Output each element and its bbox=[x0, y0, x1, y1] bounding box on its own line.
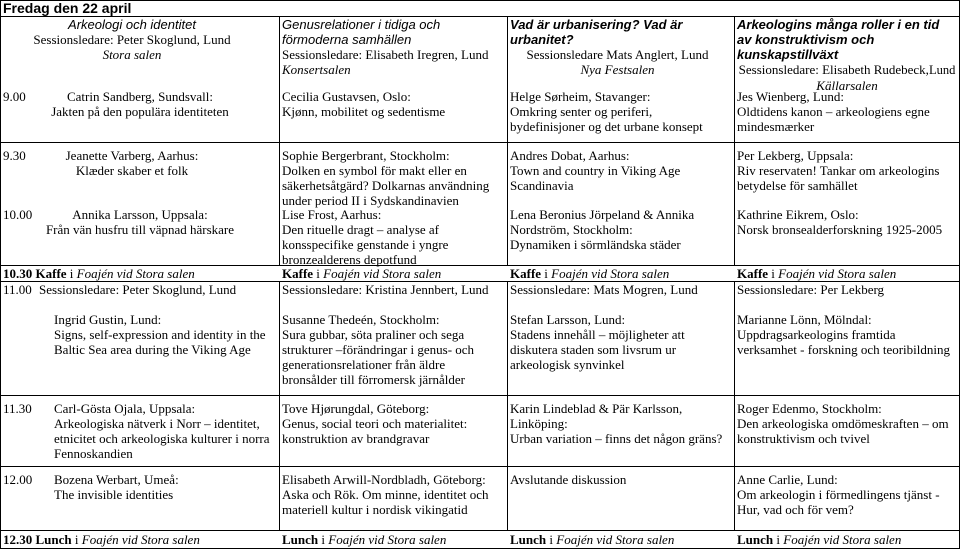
time-label: 12.00 bbox=[3, 472, 33, 487]
session-leader: Sessionsledare: Peter Skoglund, Lund bbox=[33, 32, 231, 47]
talk-cell bbox=[54, 312, 278, 357]
talk-title: Riv reservaten! Tankar om arkeologins bbox=[737, 163, 940, 178]
talk-cell bbox=[54, 401, 278, 461]
speaker: Roger Edenmo, Stockholm: bbox=[737, 401, 882, 416]
table-border bbox=[734, 281, 735, 530]
talk-title: Oldtidens kanon – arkeologiens egne bbox=[737, 104, 930, 119]
table-border bbox=[734, 16, 735, 265]
table-border bbox=[0, 0, 960, 1]
table-border bbox=[507, 281, 508, 530]
talk-title: Klæder skaber et folk bbox=[75, 163, 189, 178]
talk-title: bronzealderens depotfund bbox=[282, 252, 417, 267]
lunch-cell bbox=[737, 532, 901, 547]
talk-cell bbox=[28, 207, 252, 237]
talk-cell bbox=[510, 401, 734, 446]
talk-title: bydefinisjoner og det urbane konsept bbox=[510, 119, 703, 134]
session-header-col1 bbox=[20, 17, 244, 62]
talk-title: Dynamiken i sörmländska städer bbox=[510, 237, 681, 252]
speaker: Marianne Lönn, Mölndal: bbox=[737, 312, 872, 327]
table-border bbox=[0, 142, 960, 143]
talk-cell bbox=[737, 401, 959, 446]
talk-cell bbox=[282, 148, 506, 208]
speaker: Bozena Werbart, Umeå: bbox=[54, 472, 179, 487]
speaker: Lise Frost, Aarhus: bbox=[282, 207, 382, 222]
talk-title: konsspecifike genstande i yngre bbox=[282, 237, 449, 252]
talk-title: generationsrelationer från äldre bbox=[282, 357, 446, 372]
talk-title: Urban variation – finns det någon gräns? bbox=[510, 431, 723, 446]
session-room: Konsertsalen bbox=[282, 62, 351, 77]
coffee-cell bbox=[510, 266, 669, 281]
session-header-col4 bbox=[737, 17, 957, 93]
talk-cell bbox=[282, 472, 506, 517]
speaker: Kathrine Eikrem, Oslo: bbox=[737, 207, 859, 222]
table-border bbox=[279, 16, 280, 265]
time-label: 9.00 bbox=[3, 89, 26, 104]
talk-title: materiell kultur i nordisk vikingatid bbox=[282, 502, 468, 517]
lunch-cell bbox=[282, 532, 446, 547]
speaker: Per Lekberg, Uppsala: bbox=[737, 148, 854, 163]
talk-title: Om arkeologin i förmedlingens tjänst - bbox=[737, 487, 940, 502]
lunch-label: Lunch bbox=[510, 532, 547, 547]
session-room: Nya Festsalen bbox=[580, 62, 655, 77]
talk-cell bbox=[510, 312, 734, 372]
coffee-row bbox=[3, 266, 195, 281]
speaker: Susanne Thedeén, Stockholm: bbox=[282, 312, 440, 327]
talk-title: Signs, self-expression and identity in the bbox=[54, 327, 266, 342]
talk-cell bbox=[282, 312, 506, 387]
talk-title: säkerhetsåtgärd? Dolkarnas användning bbox=[282, 178, 490, 193]
lunch-label: Lunch bbox=[737, 532, 774, 547]
connector-text: i bbox=[776, 532, 781, 547]
lunch-cell bbox=[510, 532, 674, 547]
talk-title: Sura gubbar, söta praliner och sega bbox=[282, 327, 465, 342]
session-leader: Sessionsledare: Elisabeth Rudebeck,Lund bbox=[738, 62, 956, 77]
speaker: Linköping: bbox=[510, 416, 568, 431]
session-title: Arkeologi och identitet bbox=[68, 17, 196, 32]
talk-cell bbox=[282, 207, 506, 267]
lunch-label: Lunch bbox=[35, 532, 72, 547]
connector-text: i bbox=[316, 266, 320, 281]
session2-leader-col2: Sessionsledare: Kristina Jennbert, Lund bbox=[282, 282, 489, 297]
table-border bbox=[0, 530, 960, 531]
session-title: Arkeologins många roller i en tid av konstruktivism och kunskapstillväxt bbox=[737, 17, 940, 62]
connector-text: i bbox=[74, 532, 79, 547]
coffee-label: Kaffe bbox=[282, 266, 314, 281]
coffee-place: Foajén vid Stora salen bbox=[76, 266, 195, 281]
talk-title: mindesmærker bbox=[737, 119, 815, 134]
talk-title: The invisible identities bbox=[54, 487, 174, 502]
connector-text: i bbox=[549, 532, 554, 547]
coffee-cell bbox=[282, 266, 441, 281]
coffee-label: Kaffe bbox=[510, 266, 542, 281]
talk-title: Omkring senter og periferi, bbox=[510, 104, 653, 119]
speaker: Carl-Gösta Ojala, Uppsala: bbox=[54, 401, 196, 416]
speaker: Elisabeth Arwill-Nordbladh, Göteborg: bbox=[282, 472, 486, 487]
talk-cell bbox=[737, 148, 959, 193]
session-leader: Sessionsledare Mats Anglert, Lund bbox=[526, 47, 709, 62]
session2-leader-col4: Sessionsledare: Per Lekberg bbox=[737, 282, 885, 297]
coffee-label: Kaffe bbox=[737, 266, 769, 281]
speaker: Jes Wienberg, Lund: bbox=[737, 89, 844, 104]
lunch-place: Foajén vid Stora salen bbox=[783, 532, 902, 547]
talk-cell bbox=[737, 472, 959, 517]
coffee-place: Foajén vid Stora salen bbox=[323, 266, 442, 281]
talk-title: Aska och Rök. Om minne, identitet och bbox=[282, 487, 489, 502]
date-header: Fredag den 22 april bbox=[3, 0, 132, 16]
session-header-col2 bbox=[282, 17, 494, 77]
lunch-place: Foajén vid Stora salen bbox=[328, 532, 447, 547]
connector-text: i bbox=[69, 266, 74, 281]
time-label: 11.30 bbox=[3, 401, 32, 416]
talk-cell bbox=[510, 89, 734, 134]
time-label: 9.30 bbox=[3, 148, 26, 163]
coffee-label: Kaffe bbox=[35, 266, 67, 281]
talk-title: under period II i Sydskandinavien bbox=[282, 193, 459, 208]
time-label: 12.30 bbox=[3, 532, 33, 547]
talk-title: Från vän husfru till väpnad härskare bbox=[45, 222, 235, 237]
session-room: Källarsalen bbox=[816, 78, 878, 93]
lunch-place: Foajén vid Stora salen bbox=[556, 532, 675, 547]
talk-title: betydelse för samhället bbox=[737, 178, 858, 193]
talk-title: Uppdragsarkeologins framtida bbox=[737, 327, 896, 342]
speaker: Cecilia Gustavsen, Oslo: bbox=[282, 89, 411, 104]
table-border bbox=[0, 466, 960, 467]
talk-cell bbox=[28, 89, 252, 119]
speaker: Catrin Sandberg, Sundsvall: bbox=[66, 89, 213, 104]
talk-cell bbox=[737, 312, 959, 357]
talk-cell bbox=[510, 472, 734, 487]
connector-text: i bbox=[771, 266, 775, 281]
talk-title: konstruktion av brandgravar bbox=[282, 431, 430, 446]
session-leader: Sessionsledare: Peter Skoglund, Lund bbox=[39, 282, 237, 297]
talk-cell bbox=[737, 207, 959, 237]
talk-title: Den arkeologiska omdömeskraften – om bbox=[737, 416, 949, 431]
session-title: Genusrelationer i tidiga och förmoderna samhällen bbox=[282, 17, 441, 47]
lunch-place: Foajén vid Stora salen bbox=[81, 532, 200, 547]
talk-title: Kjønn, mobilitet og sedentisme bbox=[282, 104, 446, 119]
talk-title: diskutera staden som livsrum ur bbox=[510, 342, 677, 357]
closing-discussion: Avslutande diskussion bbox=[510, 472, 627, 487]
speaker: Andres Dobat, Aarhus: bbox=[510, 148, 630, 163]
session-header-col3 bbox=[510, 17, 725, 77]
talk-cell bbox=[282, 401, 506, 446]
table-border bbox=[0, 395, 960, 396]
coffee-cell bbox=[737, 266, 896, 281]
talk-cell bbox=[282, 89, 506, 119]
talk-cell bbox=[510, 207, 734, 252]
speaker: Anne Carlie, Lund: bbox=[737, 472, 838, 487]
talk-title: bronsålder till förromersk järnålder bbox=[282, 372, 466, 387]
time-label: 10.00 bbox=[3, 207, 33, 222]
talk-title: verksamhet - forskning och teoribildning bbox=[737, 342, 951, 357]
time-label: 10.30 bbox=[3, 266, 33, 281]
coffee-place: Foajén vid Stora salen bbox=[551, 266, 670, 281]
talk-title: Genus, social teori och materialitet: bbox=[282, 416, 468, 431]
table-border bbox=[507, 16, 508, 265]
talk-title: strukturer –förändringar i genus- och bbox=[282, 342, 475, 357]
speaker: Sophie Bergerbrant, Stockholm: bbox=[282, 148, 450, 163]
session2-leader-col1 bbox=[3, 282, 236, 297]
talk-title: Den rituelle dragt – analyse af bbox=[282, 222, 440, 237]
coffee-place: Foajén vid Stora salen bbox=[778, 266, 897, 281]
talk-title: Hur, vad och för vem? bbox=[737, 502, 854, 517]
speaker: Jeanette Varberg, Aarhus: bbox=[65, 148, 199, 163]
talk-cell bbox=[20, 148, 244, 178]
talk-cell bbox=[510, 148, 734, 193]
connector-text: i bbox=[321, 532, 326, 547]
lunch-row bbox=[3, 532, 200, 547]
talk-title: Fennoskandien bbox=[54, 446, 133, 461]
talk-title: Baltic Sea area during the Viking Age bbox=[54, 342, 251, 357]
session-room: Stora salen bbox=[102, 47, 162, 62]
speaker: Karin Lindeblad & Pär Karlsson, bbox=[510, 401, 683, 416]
talk-title: konstruktivism och tvivel bbox=[737, 431, 870, 446]
talk-title: Scandinavia bbox=[510, 178, 574, 193]
speaker: Ingrid Gustin, Lund: bbox=[54, 312, 162, 327]
talk-title: Town and country in Viking Age bbox=[510, 163, 681, 178]
talk-title: Arkeologiska nätverk i Norr – identitet, bbox=[54, 416, 260, 431]
talk-title: arkeologisk synvinkel bbox=[510, 357, 625, 372]
table-border bbox=[0, 0, 1, 549]
talk-title: etnicitet och arkeologiska kulturer i norra bbox=[54, 431, 270, 446]
speaker: Helge Sørheim, Stavanger: bbox=[510, 89, 651, 104]
speaker: Annika Larsson, Uppsala: bbox=[72, 207, 208, 222]
talk-title: Stadens innehåll – möjligheter att bbox=[510, 327, 685, 342]
talk-cell bbox=[54, 472, 278, 502]
session2-leader-col3: Sessionsledare: Mats Mogren, Lund bbox=[510, 282, 698, 297]
connector-text: i bbox=[544, 266, 548, 281]
table-border bbox=[279, 281, 280, 530]
speaker: Tove Hjørungdal, Göteborg: bbox=[282, 401, 430, 416]
talk-title: Norsk bronsealderforskning 1925-2005 bbox=[737, 222, 943, 237]
session-leader: Sessionsledare: Elisabeth Iregren, Lund bbox=[282, 47, 489, 62]
time-label: 11.00 bbox=[3, 282, 32, 297]
session-title: Vad är urbanisering? Vad är urbanitet? bbox=[510, 17, 683, 47]
speaker: Stefan Larsson, Lund: bbox=[510, 312, 626, 327]
speaker: Nordström, Stockholm: bbox=[510, 222, 633, 237]
speaker: Lena Beronius Jörpeland & Annika bbox=[510, 207, 695, 222]
talk-cell bbox=[737, 89, 959, 134]
lunch-label: Lunch bbox=[282, 532, 319, 547]
talk-title: Jakten på den populära identiteten bbox=[51, 104, 229, 119]
talk-title: Dolken en symbol för makt eller en bbox=[282, 163, 467, 178]
